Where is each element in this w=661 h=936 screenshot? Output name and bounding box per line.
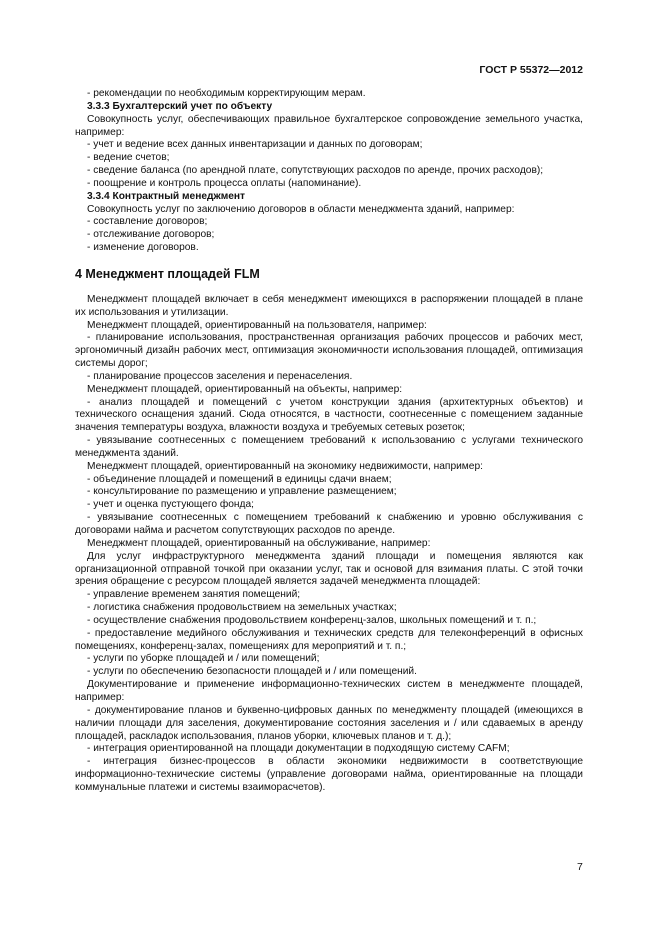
paragraph: Документирование и применение информационно-технических систем в менеджменте площадей, например:: [75, 679, 583, 703]
list-line: - планирование процессов заселения и перенаселения.: [87, 370, 353, 382]
paragraph: - предоставление медийного обслуживания и технических средств для телеконференций в офисных помещениях, конференц-залах, помещениях для мероприятий и т. п.;: [75, 627, 583, 652]
list-line: - ведение счетов;: [87, 152, 170, 164]
list-line: - учет и оценка пустующего фонда;: [87, 499, 254, 511]
paragraph: - интеграция бизнес-процессов в области экономики недвижимости в соответствующие информационно-технические системы (управление договорами найма, ориентированные на площади коммунальные платежи и системы взаиморасчетов).: [75, 756, 583, 793]
list-line: - рекомендации по необходимым корректирующим мерам.: [87, 88, 366, 99]
subsection-heading: 3.3.4 Контрактный менеджмент: [87, 190, 246, 202]
list-line: Менеджмент площадей, ориентированный на обслуживание, например:: [87, 537, 431, 549]
list-line: - управление временем занятия помещений;: [87, 589, 301, 601]
list-line: - составление договоров;: [87, 216, 208, 228]
list-line: - консультирование по размещению и управление размещением;: [87, 486, 397, 498]
list-line: - учет и ведение всех данных инвентаризации и данных по договорам;: [87, 139, 423, 151]
paragraph: - планирование использования, пространственная организация рабочих процессов и рабочих мест, эргономичный дизайн рабочих мест, оптимизация экономичности использования площадей, оптимизация системы дорог;: [75, 332, 583, 370]
list-line: Совокупность услуг по заключению договоров в области менеджмента зданий, например:: [87, 203, 515, 215]
paragraph: - документирование планов и буквенно-цифровых данных по менеджменту площадей (имеющихся в наличии площади для заселения, документирование состояния заселения и / или сдаваемых в аренду площадей, раскладок использования, планов уборки, ключевых планов и т. д.);: [75, 704, 583, 742]
list-line: - интеграция ориентированной на площади документации в подходящую систему CAFM;: [87, 743, 510, 755]
document-code: ГОСТ Р 55372—2012: [479, 64, 583, 76]
list-line: Менеджмент площадей, ориентированный на объекты, например:: [87, 383, 403, 395]
paragraph: Совокупность услуг, обеспечивающих правильное бухгалтерское сопровождение земельного участка, например:: [75, 113, 583, 138]
section-title: 4 Менеджмент площадей FLM: [75, 266, 260, 281]
list-line: - услуги по уборке площадей и / или помещений;: [87, 653, 320, 665]
list-line: - осуществление снабжения продовольствием конференц-залов, школьных помещений и т. п.;: [87, 614, 537, 626]
paragraph: - увязывание соотнесенных с помещением требований к снабжению и уровню обслуживания с договорами найма и расчетом сопутствующих расходов по аренде.: [75, 512, 583, 536]
page-content: [75, 88, 583, 795]
list-line: - отслеживание договоров;: [87, 229, 215, 241]
paragraphs-before-section: [75, 88, 583, 255]
paragraph: Для услуг инфраструктурного менеджмента зданий площади и помещения являются как организационной отправной точкой при оказании услуг, так и основой для взимания платы. С этой точки зрения обращение с ресурсом площадей является задачей менеджмента площадей:: [75, 550, 583, 588]
list-line: - изменение договоров.: [87, 242, 199, 254]
paragraph: - анализ площадей и помещений с учетом конструкции здания (архитектурных объектов) и технического оснащения зданий. Сюда относятся, в частности, соотнесенные с помещением заданные значения температуры воздуха, влажности воздуха и требуемых сетевых розеток;: [75, 396, 583, 434]
subsection-heading: 3.3.3 Бухгалтерский учет по объекту: [87, 100, 273, 112]
list-line: - поощрение и контроль процесса оплаты (напоминание).: [87, 177, 362, 189]
paragraphs-after-section: [75, 294, 583, 795]
list-line: - объединение площадей и помещений в единицы сдачи внаем;: [87, 473, 392, 485]
list-line: - услуги по обеспечению безопасности площадей и / или помещений.: [87, 666, 417, 678]
paragraph: - увязывание соотнесенных с помещением требований к использованию с услугами технического менеджмента зданий.: [75, 435, 583, 459]
list-line: Менеджмент площадей, ориентированный на экономику недвижимости, например:: [87, 460, 483, 472]
paragraph: Менеджмент площадей включает в себя менеджмент имеющихся в распоряжении площадей в плане их использования и утилизации.: [75, 293, 583, 318]
page-number: 7: [577, 861, 583, 873]
list-line: - логистика снабжения продовольствием на земельных участках;: [87, 602, 397, 614]
paragraph: - сведение баланса (по арендной плате, сопутствующих расходов по аренде, прочих расходов);: [87, 165, 544, 177]
list-line: Менеджмент площадей, ориентированный на пользователя, например:: [87, 319, 427, 331]
